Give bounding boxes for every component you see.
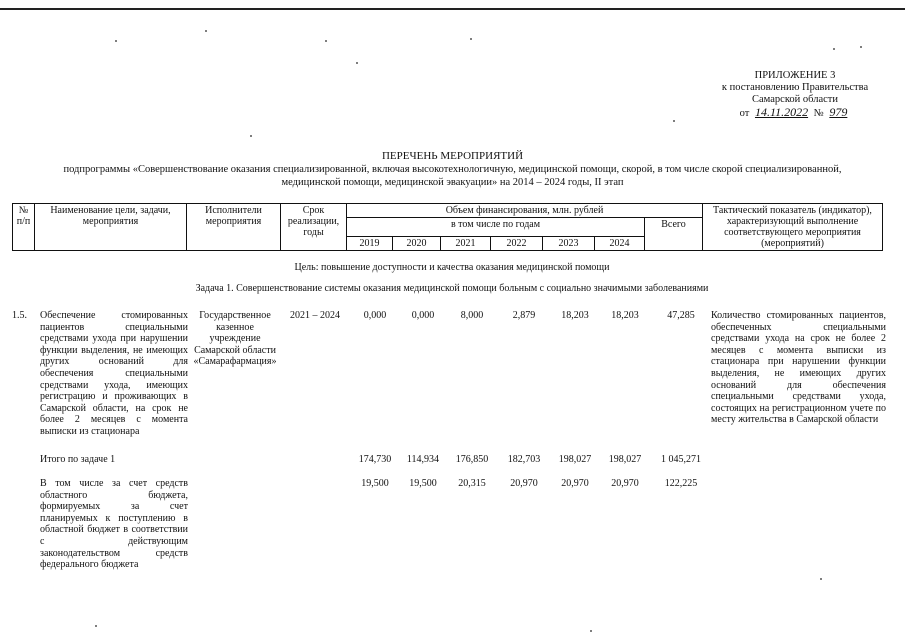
appendix-block	[700, 70, 890, 120]
row-1-5-value: 0,000	[411, 310, 435, 321]
header-year: 2019	[347, 237, 393, 251]
row-1-5-value: 0,000	[363, 310, 387, 321]
handwritten-number: 979	[829, 105, 848, 119]
total-task-value: 198,027	[608, 454, 642, 465]
regional-value: 20,315	[458, 478, 486, 489]
appendix-date-line	[700, 106, 890, 120]
header-term: Срок реализации, годы	[281, 204, 347, 251]
header-exec: Исполнители мероприятия	[187, 204, 281, 251]
row-1-5-value: 8,000	[460, 310, 484, 321]
row-1-5-total: 47,285	[667, 310, 695, 321]
number-label: №	[813, 108, 824, 119]
header-year: 2020	[393, 237, 441, 251]
header-indicator: Тактический показатель (индикатор), характеризующий выполнение соответствующего мероприятия (мероприятий)	[703, 204, 883, 251]
regional-total: 122,225	[664, 478, 698, 489]
document-title-block	[20, 150, 885, 189]
total-task-value: 182,703	[507, 454, 541, 465]
regional-value: 19,500	[361, 478, 389, 489]
appendix-title: ПРИЛОЖЕНИЕ 3	[754, 70, 836, 81]
row-1-5-value: 18,203	[611, 310, 639, 321]
total-task-value: 198,027	[558, 454, 592, 465]
header-year: 2023	[543, 237, 595, 251]
regional-value: 20,970	[561, 478, 589, 489]
row-1-5-value: 18,203	[561, 310, 589, 321]
regional-label: В том числе за счет средств областного бюджета, формируемых за счет планируемых к поступлению в областной бюджет в соответствии с действующим законодательством средств федерального бюджета	[40, 478, 188, 571]
total-task-label: Итого по задаче 1	[40, 454, 116, 465]
row-1-5-term: 2021 – 2024	[290, 310, 340, 321]
regional-value: 20,970	[611, 478, 639, 489]
handwritten-date: 14.11.2022	[754, 105, 809, 119]
header-year: 2021	[441, 237, 491, 251]
total-task-value: 176,850	[455, 454, 489, 465]
regional-value: 19,500	[409, 478, 437, 489]
document-title: ПЕРЕЧЕНЬ МЕРОПРИЯТИЙ	[381, 150, 524, 162]
row-1-5-name: Обеспечение стомированных пациентов специальными средствами ухода при нарушении функции выделения, не имеющих других оснований для обеспечения специальными средствами ухода, имеющих регистрацию и проживающих в Самарской области, на срок не более 2 месяцев с момента выписки из стационара	[40, 310, 188, 437]
row-1-5-num: 1.5.	[12, 310, 27, 321]
table-header	[12, 203, 883, 251]
appendix-line-1: к постановлению Правительства	[721, 82, 869, 93]
total-task-value: 114,934	[406, 454, 440, 465]
row-1-5-exec: Государственное казенное учреждение Самарской области «Самарафармация»	[193, 310, 277, 368]
header-num: № п/п	[13, 204, 35, 251]
header-year: 2024	[595, 237, 645, 251]
header-by-years: в том числе по годам	[347, 218, 645, 237]
header-name: Наименование цели, задачи, мероприятия	[35, 204, 187, 251]
goal-heading: Цель: повышение доступности и качества оказания медицинской помощи	[294, 262, 610, 273]
task-heading: Задача 1. Совершенствование системы оказания медицинской помощи больным с социально значимыми заболеваниями	[195, 283, 709, 294]
appendix-line-2: Самарской области	[752, 94, 838, 105]
row-1-5-value: 2,879	[512, 310, 536, 321]
from-label: от	[739, 108, 750, 119]
row-1-5-indicator: Количество стомированных пациентов, обеспеченных специальными средствами ухода на срок не более 2 месяцев с момента выписки из стационара при нарушении функции выделения, не имеющих других оснований для обеспечения специальными средствами ухода, состоящих на регистрационном учете по месту жительства в Самарской области	[711, 310, 886, 426]
document-subtitle-1: подпрограммы «Совершенствование оказания специализированной, включая высокотехнологичную, медицинской помощи, скорой, в том числе скорой специализированной,	[63, 164, 842, 175]
header-total: Всего	[645, 218, 703, 251]
regional-value: 20,970	[510, 478, 538, 489]
header-year: 2022	[491, 237, 543, 251]
total-task-total: 1 045,271	[661, 454, 701, 465]
total-task-value: 174,730	[358, 454, 392, 465]
document-subtitle-2: медицинской помощи, медицинской эвакуации» на 2014 – 2024 годы, II этап	[281, 177, 624, 188]
header-finance: Объем финансирования, млн. рублей	[347, 204, 703, 218]
page-top-edge	[0, 8, 905, 10]
